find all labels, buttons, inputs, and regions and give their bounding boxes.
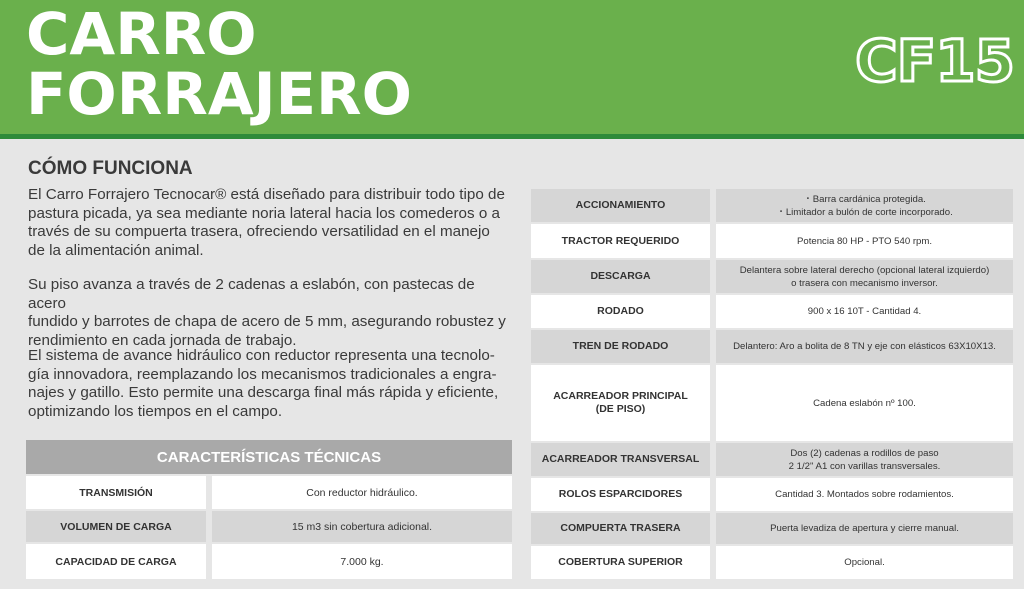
- paragraph-2: [28, 276, 514, 350]
- spec-row-cobertura: [531, 546, 1013, 579]
- spec-row-acarreador-principal: [531, 365, 1013, 441]
- page-title: [26, 0, 412, 128]
- spec-value: Cantidad 3. Montados sobre rodamientos.: [716, 478, 1013, 511]
- spec-key: COBERTURA SUPERIOR: [531, 546, 710, 579]
- section-title-how-it-works: CÓMO FUNCIONA: [28, 158, 193, 179]
- paragraph-line: najes y gatillo. Esto permite una descarga final más rápida y eficiente,: [28, 384, 499, 401]
- spec-key-line: (DE PISO): [595, 403, 646, 415]
- spec-value-line: ・Barra cardánica protegida.: [803, 193, 926, 205]
- spec-value-line: ・Limitador a bulón de corte incorporado.: [776, 206, 953, 218]
- spec-key: CAPACIDAD DE CARGA: [26, 544, 206, 579]
- spec-key: RODADO: [531, 295, 710, 328]
- paragraph-line: El sistema de avance hidráulico con reductor representa una tecnolo-: [28, 347, 495, 364]
- spec-row-descarga: [531, 260, 1013, 293]
- spec-key-line: ACARREADOR PRINCIPAL: [553, 390, 688, 402]
- spec-value-line: o trasera con mecanismo inversor.: [791, 277, 938, 289]
- spec-key: ROLOS ESPARCIDORES: [531, 478, 710, 511]
- paragraph-1: [28, 186, 514, 260]
- title-line-1: CARRO: [26, 0, 257, 68]
- spec-key: ACCIONAMIENTO: [531, 189, 710, 222]
- paragraph-3: [28, 347, 514, 421]
- tech-specs-header: CARACTERÍSTICAS TÉCNICAS: [26, 440, 512, 474]
- spec-value: [716, 443, 1013, 476]
- spec-row-compuerta: [531, 513, 1013, 544]
- spec-value: Delantero: Aro a bolita de 8 TN y eje con elásticos 63X10X13.: [716, 330, 1013, 363]
- model-badge: CF15: [855, 27, 1014, 95]
- spec-value: Puerta levadiza de apertura y cierre manual.: [716, 513, 1013, 544]
- spec-row-volumen: [26, 511, 512, 542]
- spec-value: Con reductor hidráulico.: [212, 476, 512, 509]
- paragraph-line: optimizando los tiempos en el campo.: [28, 402, 283, 420]
- paragraph-line: rendimiento en cada jornada de trabajo.: [28, 331, 297, 349]
- spec-row-accionamiento: [531, 189, 1013, 222]
- spec-value: 900 x 16 10T - Cantidad 4.: [716, 295, 1013, 328]
- paragraph-line: través de su compuerta trasera, ofreciendo versatilidad en el manejo: [28, 223, 490, 240]
- spec-row-rodado: [531, 295, 1013, 328]
- paragraph-line: El Carro Forrajero Tecnocar® está diseñado para distribuir todo tipo de: [28, 186, 505, 203]
- spec-row-capacidad: [26, 544, 512, 579]
- spec-key: COMPUERTA TRASERA: [531, 513, 710, 544]
- paragraph-line: Su piso avanza a través de 2 cadenas a eslabón, con pastecas de acero: [28, 276, 475, 312]
- spec-value: [716, 260, 1013, 293]
- paragraph-line: gía innovadora, reemplazando los mecanismos tradicionales a engra-: [28, 365, 497, 383]
- spec-value: Potencia 80 HP - PTO 540 rpm.: [716, 224, 1013, 258]
- spec-row-tren-de-rodado: [531, 330, 1013, 363]
- spec-row-tractor: [531, 224, 1013, 258]
- spec-key: TRANSMISIÓN: [26, 476, 206, 509]
- spec-value: Opcional.: [716, 546, 1013, 579]
- spec-row-acarreador-transversal: [531, 443, 1013, 476]
- spec-value: [716, 189, 1013, 222]
- spec-value: 7.000 kg.: [212, 544, 512, 579]
- header-divider: [0, 134, 1024, 139]
- spec-key: TREN DE RODADO: [531, 330, 710, 363]
- paragraph-line: pastura picada, ya sea mediante noria lateral hacia los comederos o a: [28, 204, 500, 222]
- spec-key: DESCARGA: [531, 260, 710, 293]
- title-line-2: FORRAJERO: [26, 60, 412, 128]
- paragraph-line: fundido y barrotes de chapa de acero de 5 mm, asegurando robustez y: [28, 313, 506, 330]
- spec-value: Cadena eslabón nº 100.: [716, 365, 1013, 441]
- spec-value-line: Dos (2) cadenas a rodillos de paso: [790, 447, 939, 459]
- spec-row-rolos: [531, 478, 1013, 511]
- spec-value-line: 2 1/2" A1 con varillas transversales.: [788, 460, 941, 472]
- spec-value-line: Delantera sobre lateral derecho (opcional lateral izquierdo): [739, 264, 990, 276]
- spec-key: TRACTOR REQUERIDO: [531, 224, 710, 258]
- spec-key: [531, 365, 710, 441]
- spec-key: VOLUMEN DE CARGA: [26, 511, 206, 542]
- spec-key: ACARREADOR TRANSVERSAL: [531, 443, 710, 476]
- paragraph-line: de la alimentación animal.: [28, 241, 204, 259]
- spec-value: 15 m3 sin cobertura adicional.: [212, 511, 512, 542]
- spec-row-transmision: [26, 476, 512, 509]
